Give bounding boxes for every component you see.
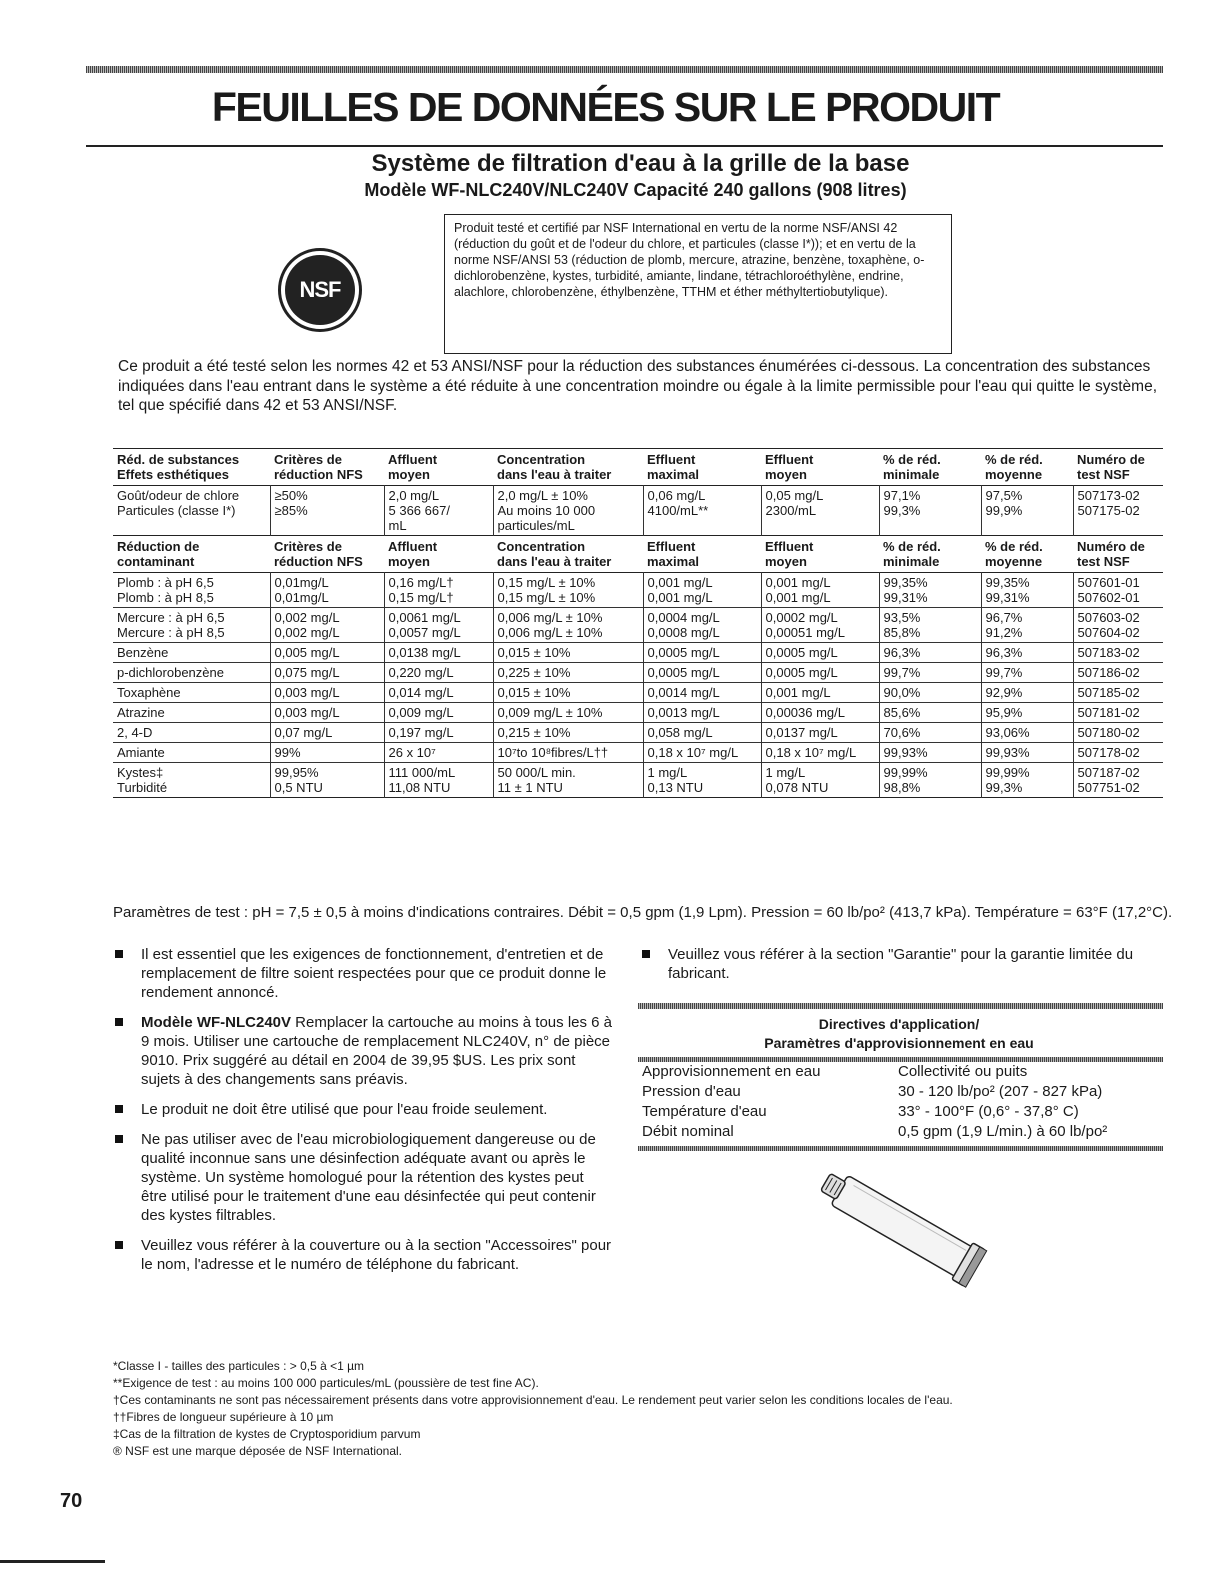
table-cell: 95,9% bbox=[981, 703, 1073, 723]
table-cell: 96,3% bbox=[879, 643, 981, 663]
table-cell: 92,9% bbox=[981, 683, 1073, 703]
table-cell: 507183-02 bbox=[1073, 643, 1163, 663]
table-cell: Mercure : à pH 6,5 Mercure : à pH 8,5 bbox=[117, 610, 225, 640]
table-cell: 0,00036 mg/L bbox=[761, 703, 879, 723]
table-row bbox=[113, 743, 1163, 763]
table-cell: 0,015 ± 10% bbox=[493, 683, 643, 703]
table-cell: 0,003 mg/L bbox=[270, 703, 384, 723]
bullet-square-icon bbox=[115, 1241, 123, 1249]
table-row bbox=[113, 608, 1163, 643]
directives-row bbox=[638, 1082, 1163, 1102]
directives-title bbox=[635, 1015, 1163, 1053]
table-cell: 0,009 mg/L ± 10% bbox=[493, 703, 643, 723]
table-cell: % de réd. moyenne bbox=[985, 452, 1043, 482]
directive-value: Collectivité ou puits bbox=[898, 1063, 1028, 1080]
table-cell: 0,002 mg/L 0,002 mg/L bbox=[270, 608, 384, 643]
bullet-item bbox=[640, 945, 1160, 983]
nsf-logo bbox=[278, 248, 362, 332]
table-cell: Kystes‡ Turbidité bbox=[117, 765, 168, 795]
title-rule bbox=[86, 145, 1163, 147]
table-cell: 93,06% bbox=[981, 723, 1073, 743]
table-cell: 96,3% bbox=[981, 643, 1073, 663]
table-cell: 0,001 mg/L 0,001 mg/L bbox=[643, 573, 761, 608]
table-cell: 90,0% bbox=[879, 683, 981, 703]
table-header-row bbox=[113, 536, 1163, 573]
top-hatch-rule bbox=[86, 66, 1163, 73]
table-cell: 507187-02 507751-02 bbox=[1073, 763, 1163, 798]
table-cell: 99,7% bbox=[879, 663, 981, 683]
bullet-square-icon bbox=[115, 1105, 123, 1113]
directives-table bbox=[638, 1062, 1163, 1142]
table-cell: Critères de réduction NFS bbox=[274, 452, 363, 482]
footnote: †Ces contaminants ne sont pas nécessairement présents dans votre approvisionnement d'eau. Le rendement peut varier selon les conditions locales de l'eau. bbox=[113, 1393, 953, 1407]
table-cell: 0,0005 mg/L bbox=[643, 663, 761, 683]
table-cell: 99,7% bbox=[981, 663, 1073, 683]
model-line: Modèle WF-NLC240V/NLC240V Capacité 240 gallons (908 litres) bbox=[364, 180, 907, 200]
table-cell: 50 000/L min. 11 ± 1 NTU bbox=[493, 763, 643, 798]
table-row bbox=[113, 683, 1163, 703]
bullet-bold-text: Modèle WF-NLC240V bbox=[141, 1014, 292, 1031]
table-cell: 99,99% 99,3% bbox=[981, 763, 1073, 798]
table-cell: % de réd. minimale bbox=[883, 539, 941, 569]
table-cell: 2,0 mg/L ± 10% Au moins 10 000 particules/mL bbox=[493, 486, 643, 536]
directive-label: Approvisionnement en eau bbox=[642, 1063, 821, 1080]
table-cell: 0,16 mg/L† 0,15 mg/L† bbox=[384, 573, 493, 608]
table-cell: Affluent moyen bbox=[388, 539, 438, 569]
table-cell: Concentration dans l'eau à traiter bbox=[497, 539, 612, 569]
table-cell: 0,003 mg/L bbox=[270, 683, 384, 703]
table-cell: 10⁷to 10⁸fibres/L†† bbox=[493, 743, 643, 763]
table-cell: 0,05 mg/L 2300/mL bbox=[761, 486, 879, 536]
left-bullets bbox=[113, 945, 613, 1285]
table-cell: Concentration dans l'eau à traiter bbox=[497, 452, 612, 482]
certification-box: Produit testé et certifié par NSF International en vertu de la norme NSF/ANSI 42 (réduction du goût et de l'odeur du chlore, et particules (classe I*)); et en vertu de la norme NSF/ANSI 53 (réduction de plomb, mercure, atrazine, benzène, toxaphène, o-dichlorobenzène, kystes, turbidité, amiante, lindane, tétrachloroéthylène, endrine, alachlore, chlorobenzène, éthylbenzène, TTHM et éther méthyltertiobutylique). bbox=[444, 214, 952, 354]
table-cell: 85,6% bbox=[879, 703, 981, 723]
right-bullet bbox=[640, 945, 1160, 994]
directives-row bbox=[638, 1122, 1163, 1142]
bullet-text: Le produit ne doit être utilisé que pour l'eau froide seulement. bbox=[141, 1101, 548, 1118]
table-cell: Effluent maximal bbox=[647, 452, 700, 482]
table-cell: 0,075 mg/L bbox=[270, 663, 384, 683]
table-cell: Critères de réduction NFS bbox=[274, 539, 363, 569]
bullet-square-icon bbox=[115, 950, 123, 958]
table-cell: 0,0004 mg/L 0,0008 mg/L bbox=[643, 608, 761, 643]
table-cell: 0,18 x 10⁷ mg/L bbox=[643, 743, 761, 763]
table-cell: 0,005 mg/L bbox=[270, 643, 384, 663]
table-cell: 26 x 10⁷ bbox=[384, 743, 493, 763]
table-row bbox=[113, 573, 1163, 608]
table-cell: 507178-02 bbox=[1073, 743, 1163, 763]
bullet-text: Veuillez vous référer à la section "Garantie" pour la garantie limitée du fabricant. bbox=[668, 946, 1134, 982]
table-cell: 507186-02 bbox=[1073, 663, 1163, 683]
table-cell: Plomb : à pH 6,5 Plomb : à pH 8,5 bbox=[117, 575, 214, 605]
footnotes bbox=[113, 1358, 1173, 1460]
page-title: FEUILLES DE DONNÉES SUR LE PRODUIT bbox=[211, 84, 1000, 130]
directives-title-line1: Directives d'application/ bbox=[818, 1016, 980, 1032]
table-row bbox=[113, 763, 1163, 798]
nsf-logo-text: NSF bbox=[285, 255, 355, 325]
bullet-text: Il est essentiel que les exigences de fonctionnement, d'entretien et de remplacement de filtre soient respectées pour que ce produit donne le rendement annoncé. bbox=[141, 946, 607, 1001]
table-cell: % de réd. minimale bbox=[883, 452, 941, 482]
table-cell: 2,0 mg/L 5 366 667/ mL bbox=[384, 486, 493, 536]
table-cell: 70,6% bbox=[879, 723, 981, 743]
directive-label: Pression d'eau bbox=[642, 1083, 741, 1100]
directives-title-line2: Paramètres d'approvisionnement en eau bbox=[764, 1035, 1034, 1051]
table-cell: 0,0014 mg/L bbox=[643, 683, 761, 703]
bullet-item bbox=[113, 1236, 613, 1274]
table-cell: 93,5% 85,8% bbox=[879, 608, 981, 643]
table-cell: 99,93% bbox=[981, 743, 1073, 763]
table-cell: 99% bbox=[270, 743, 384, 763]
table-cell: 0,225 ± 10% bbox=[493, 663, 643, 683]
table-cell: 0,220 mg/L bbox=[384, 663, 493, 683]
table-cell: 0,001 mg/L 0,001 mg/L bbox=[761, 573, 879, 608]
table-row bbox=[113, 703, 1163, 723]
table-cell: 0,058 mg/L bbox=[643, 723, 761, 743]
table-cell: Atrazine bbox=[117, 705, 165, 720]
table-cell: 99,35% 99,31% bbox=[981, 573, 1073, 608]
table-cell: 507181-02 bbox=[1073, 703, 1163, 723]
table-cell: 97,5% 99,9% bbox=[981, 486, 1073, 536]
bullet-item bbox=[113, 1130, 613, 1225]
table-cell: 0,014 mg/L bbox=[384, 683, 493, 703]
table-cell: 0,0137 mg/L bbox=[761, 723, 879, 743]
table-cell: 0,0138 mg/L bbox=[384, 643, 493, 663]
table-row bbox=[113, 643, 1163, 663]
table-cell: 0,0013 mg/L bbox=[643, 703, 761, 723]
directives-top-rule bbox=[638, 1003, 1163, 1009]
table-cell: Numéro de test NSF bbox=[1077, 539, 1145, 569]
table-cell: Effluent moyen bbox=[765, 539, 814, 569]
directive-label: Température d'eau bbox=[642, 1103, 767, 1120]
directive-value: 30 - 120 lb/po² (207 - 827 kPa) bbox=[898, 1083, 1103, 1100]
table-cell: Affluent moyen bbox=[388, 452, 438, 482]
footnote: **Exigence de test : au moins 100 000 particules/mL (poussière de test fine AC). bbox=[113, 1376, 539, 1390]
table-cell: 0,15 mg/L ± 10% 0,15 mg/L ± 10% bbox=[493, 573, 643, 608]
table-cell: 96,7% 91,2% bbox=[981, 608, 1073, 643]
table-cell: Toxaphène bbox=[117, 685, 181, 700]
filter-cartridge-illustration bbox=[800, 1160, 1000, 1290]
bullet-item bbox=[113, 1100, 613, 1119]
corner-rule bbox=[0, 1560, 105, 1563]
bullet-square-icon bbox=[642, 950, 650, 958]
table-cell: Goût/odeur de chlore Particules (classe I*) bbox=[117, 488, 240, 518]
table-cell: 507185-02 bbox=[1073, 683, 1163, 703]
table-cell: Benzène bbox=[117, 645, 169, 660]
table-cell: % de réd. moyenne bbox=[985, 539, 1043, 569]
table-cell: 0,215 ± 10% bbox=[493, 723, 643, 743]
directives-row bbox=[638, 1102, 1163, 1122]
table-row bbox=[113, 486, 1163, 536]
table-cell: 0,015 ± 10% bbox=[493, 643, 643, 663]
table-cell: Effluent moyen bbox=[765, 452, 814, 482]
table-cell: 111 000/mL 11,08 NTU bbox=[384, 763, 493, 798]
table-cell: 1 mg/L 0,078 NTU bbox=[761, 763, 879, 798]
bullet-text: Remplacer la cartouche au moins à tous les 6 à 9 mois. Utiliser une cartouche de remplacement NLC240V, n° de pièce 9010. Prix suggéré au détail en 2004 de 39,95 $US. Les prix sont sujets à des changements sans préavis. bbox=[141, 1014, 613, 1088]
table-cell: 507603-02 507604-02 bbox=[1073, 608, 1163, 643]
table-cell: 507601-01 507602-01 bbox=[1073, 573, 1163, 608]
table-cell: 2, 4-D bbox=[117, 725, 153, 740]
table-cell: ≥50% ≥85% bbox=[270, 486, 384, 536]
table-cell: 0,001 mg/L bbox=[761, 683, 879, 703]
table-cell: 99,35% 99,31% bbox=[879, 573, 981, 608]
table-cell: 99,95% 0,5 NTU bbox=[270, 763, 384, 798]
table-cell: Effluent maximal bbox=[647, 539, 700, 569]
table-cell: 507180-02 bbox=[1073, 723, 1163, 743]
table-cell: p-dichlorobenzène bbox=[117, 665, 224, 680]
directive-label: Débit nominal bbox=[642, 1123, 734, 1140]
footnote: ††Fibres de longueur supérieure à 10 µm bbox=[113, 1410, 334, 1424]
table-cell: 507173-02 507175-02 bbox=[1073, 486, 1163, 536]
bullet-item bbox=[113, 1013, 613, 1089]
system-subtitle: Système de filtration d'eau à la grille de la base bbox=[371, 150, 910, 177]
table-cell: Réd. de substances Effets esthétiques bbox=[117, 452, 240, 482]
table-cell: 99,93% bbox=[879, 743, 981, 763]
table-cell: 0,0002 mg/L 0,00051 mg/L bbox=[761, 608, 879, 643]
page-number: 70 bbox=[60, 1490, 83, 1512]
performance-table bbox=[113, 448, 1163, 798]
table-row bbox=[113, 723, 1163, 743]
table-cell: Numéro de test NSF bbox=[1077, 452, 1145, 482]
directives-bottom-rule bbox=[638, 1146, 1163, 1151]
table-cell: 0,01mg/L 0,01mg/L bbox=[270, 573, 384, 608]
directive-value: 33° - 100°F (0,6° - 37,8° C) bbox=[898, 1103, 1079, 1120]
table-row bbox=[113, 663, 1163, 683]
table-cell: 97,1% 99,3% bbox=[879, 486, 981, 536]
table-cell: 1 mg/L 0,13 NTU bbox=[643, 763, 761, 798]
table-cell: 0,07 mg/L bbox=[270, 723, 384, 743]
bullet-square-icon bbox=[115, 1018, 123, 1026]
table-cell: Réduction de contaminant bbox=[117, 539, 200, 569]
table-cell: 0,0061 mg/L 0,0057 mg/L bbox=[384, 608, 493, 643]
table-cell: 0,18 x 10⁷ mg/L bbox=[761, 743, 879, 763]
table-cell: 0,0005 mg/L bbox=[643, 643, 761, 663]
footnote: ‡Cas de la filtration de kystes de Cryptosporidium parvum bbox=[113, 1427, 421, 1441]
table-cell: Amiante bbox=[117, 745, 165, 760]
footnote: *Classe I - tailles des particules : > 0,5 à <1 µm bbox=[113, 1359, 365, 1373]
bullet-text: Veuillez vous référer à la couverture ou à la section "Accessoires" pour le nom, l'adresse et le numéro de téléphone du fabricant. bbox=[141, 1237, 612, 1273]
intro-paragraph: Ce produit a été testé selon les normes 42 et 53 ANSI/NSF pour la réduction des substances énumérées ci-dessous. La concentration des substances indiquées dans l'eau entrant dans le système a été réduite à une concentration moindre ou égale à la limite permissible pour l'eau qui quitte le système, tel que spécifié dans 42 et 53 ANSI/NSF. bbox=[118, 358, 1158, 414]
test-parameters: Paramètres de test : pH = 7,5 ± 0,5 à moins d'indications contraires. Débit = 0,5 gpm (1,9 Lpm). Pression = 60 lb/po² (413,7 kPa). Température = 63°F (17,2°C). bbox=[113, 904, 1173, 921]
bullet-item bbox=[113, 945, 613, 1002]
directive-value: 0,5 gpm (1,9 L/min.) à 60 lb/po² bbox=[898, 1123, 1108, 1140]
table-cell: 0,0005 mg/L bbox=[761, 643, 879, 663]
directives-row bbox=[638, 1062, 1163, 1082]
footnote: ® NSF est une marque déposée de NSF International. bbox=[113, 1444, 403, 1458]
table-cell: 0,0005 mg/L bbox=[761, 663, 879, 683]
table-header-row bbox=[113, 449, 1163, 486]
table-cell: 99,99% 98,8% bbox=[879, 763, 981, 798]
bullet-text: Ne pas utiliser avec de l'eau microbiologiquement dangereuse ou de qualité inconnue sans une désinfection adéquate avant ou après le système. Un système homologué pour la rétention des kystes peut être utilisé pour le traitement d'une eau désinfectée qui peut contenir des kystes filtrables. bbox=[141, 1131, 596, 1224]
table-cell: 0,06 mg/L 4100/mL** bbox=[643, 486, 761, 536]
table-cell: 0,197 mg/L bbox=[384, 723, 493, 743]
table-cell: 0,009 mg/L bbox=[384, 703, 493, 723]
bullet-square-icon bbox=[115, 1135, 123, 1143]
table-cell: 0,006 mg/L ± 10% 0,006 mg/L ± 10% bbox=[493, 608, 643, 643]
